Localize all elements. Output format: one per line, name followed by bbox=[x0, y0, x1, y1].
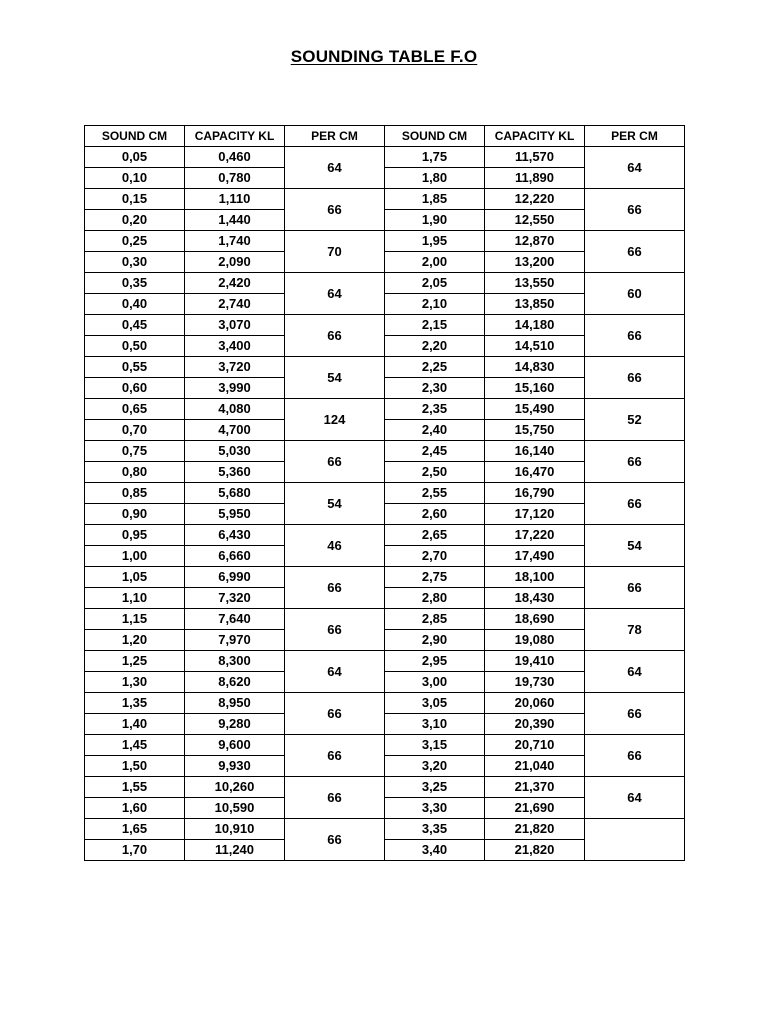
sound-cm-cell: 3,10 bbox=[385, 714, 485, 735]
sound-cm-cell: 1,25 bbox=[85, 651, 185, 672]
capacity-kl-cell: 9,280 bbox=[185, 714, 285, 735]
capacity-kl-cell: 17,120 bbox=[485, 504, 585, 525]
table-row bbox=[85, 609, 685, 630]
sound-cm-cell: 0,60 bbox=[85, 378, 185, 399]
sound-cm-cell: 3,35 bbox=[385, 819, 485, 840]
per-cm-cell: 66 bbox=[585, 231, 685, 273]
capacity-kl-cell: 8,950 bbox=[185, 693, 285, 714]
sound-cm-cell: 0,65 bbox=[85, 399, 185, 420]
per-cm-cell: 54 bbox=[585, 525, 685, 567]
per-cm-cell: 66 bbox=[285, 735, 385, 777]
per-cm-cell: 70 bbox=[285, 231, 385, 273]
capacity-kl-cell: 1,110 bbox=[185, 189, 285, 210]
per-cm-cell: 66 bbox=[285, 819, 385, 861]
capacity-kl-cell: 20,060 bbox=[485, 693, 585, 714]
table-row bbox=[85, 441, 685, 462]
sound-cm-cell: 1,15 bbox=[85, 609, 185, 630]
capacity-kl-cell: 7,640 bbox=[185, 609, 285, 630]
header-sound-cm-left: SOUND CM bbox=[85, 126, 185, 147]
sound-cm-cell: 2,90 bbox=[385, 630, 485, 651]
capacity-kl-cell: 21,690 bbox=[485, 798, 585, 819]
per-cm-cell: 66 bbox=[585, 483, 685, 525]
capacity-kl-cell: 18,690 bbox=[485, 609, 585, 630]
table-row bbox=[85, 357, 685, 378]
per-cm-cell: 66 bbox=[585, 567, 685, 609]
capacity-kl-cell: 11,240 bbox=[185, 840, 285, 861]
sound-cm-cell: 2,20 bbox=[385, 336, 485, 357]
table-row bbox=[85, 231, 685, 252]
capacity-kl-cell: 21,370 bbox=[485, 777, 585, 798]
sound-cm-cell: 3,05 bbox=[385, 693, 485, 714]
sounding-table bbox=[84, 125, 685, 861]
sound-cm-cell: 3,20 bbox=[385, 756, 485, 777]
capacity-kl-cell: 15,490 bbox=[485, 399, 585, 420]
per-cm-cell: 66 bbox=[285, 777, 385, 819]
per-cm-cell: 54 bbox=[285, 483, 385, 525]
sound-cm-cell: 2,75 bbox=[385, 567, 485, 588]
sound-cm-cell: 0,15 bbox=[85, 189, 185, 210]
per-cm-cell: 66 bbox=[585, 189, 685, 231]
sound-cm-cell: 2,85 bbox=[385, 609, 485, 630]
capacity-kl-cell: 17,490 bbox=[485, 546, 585, 567]
sound-cm-cell: 0,35 bbox=[85, 273, 185, 294]
capacity-kl-cell: 18,430 bbox=[485, 588, 585, 609]
per-cm-cell: 66 bbox=[285, 693, 385, 735]
per-cm-cell: 64 bbox=[585, 777, 685, 819]
per-cm-cell: 60 bbox=[585, 273, 685, 315]
table-row bbox=[85, 189, 685, 210]
per-cm-cell: 66 bbox=[585, 315, 685, 357]
per-cm-cell: 66 bbox=[285, 567, 385, 609]
header-capacity-kl-right: CAPACITY KL bbox=[485, 126, 585, 147]
sound-cm-cell: 0,45 bbox=[85, 315, 185, 336]
table-row bbox=[85, 399, 685, 420]
capacity-kl-cell: 11,570 bbox=[485, 147, 585, 168]
sound-cm-cell: 1,30 bbox=[85, 672, 185, 693]
table-row bbox=[85, 735, 685, 756]
sound-cm-cell: 2,35 bbox=[385, 399, 485, 420]
capacity-kl-cell: 14,510 bbox=[485, 336, 585, 357]
capacity-kl-cell: 2,090 bbox=[185, 252, 285, 273]
sound-cm-cell: 3,30 bbox=[385, 798, 485, 819]
capacity-kl-cell: 6,430 bbox=[185, 525, 285, 546]
sound-cm-cell: 1,40 bbox=[85, 714, 185, 735]
capacity-kl-cell: 11,890 bbox=[485, 168, 585, 189]
per-cm-cell: 64 bbox=[285, 147, 385, 189]
sound-cm-cell: 1,90 bbox=[385, 210, 485, 231]
sound-cm-cell: 1,85 bbox=[385, 189, 485, 210]
table-row bbox=[85, 483, 685, 504]
sound-cm-cell: 2,10 bbox=[385, 294, 485, 315]
capacity-kl-cell: 8,620 bbox=[185, 672, 285, 693]
sound-cm-cell: 1,05 bbox=[85, 567, 185, 588]
per-cm-cell: 66 bbox=[285, 189, 385, 231]
sound-cm-cell: 0,10 bbox=[85, 168, 185, 189]
capacity-kl-cell: 15,160 bbox=[485, 378, 585, 399]
per-cm-cell: 66 bbox=[285, 441, 385, 483]
capacity-kl-cell: 2,420 bbox=[185, 273, 285, 294]
table-row bbox=[85, 273, 685, 294]
sound-cm-cell: 2,40 bbox=[385, 420, 485, 441]
capacity-kl-cell: 19,410 bbox=[485, 651, 585, 672]
table-row bbox=[85, 315, 685, 336]
capacity-kl-cell: 2,740 bbox=[185, 294, 285, 315]
sound-cm-cell: 0,70 bbox=[85, 420, 185, 441]
sound-cm-cell: 1,75 bbox=[385, 147, 485, 168]
capacity-kl-cell: 4,700 bbox=[185, 420, 285, 441]
per-cm-cell: 78 bbox=[585, 609, 685, 651]
sound-cm-cell: 1,65 bbox=[85, 819, 185, 840]
sound-cm-cell: 3,00 bbox=[385, 672, 485, 693]
sound-cm-cell: 3,15 bbox=[385, 735, 485, 756]
sound-cm-cell: 1,70 bbox=[85, 840, 185, 861]
capacity-kl-cell: 1,740 bbox=[185, 231, 285, 252]
per-cm-cell: 64 bbox=[585, 147, 685, 189]
capacity-kl-cell: 17,220 bbox=[485, 525, 585, 546]
per-cm-cell: 64 bbox=[285, 273, 385, 315]
capacity-kl-cell: 21,820 bbox=[485, 819, 585, 840]
capacity-kl-cell: 13,200 bbox=[485, 252, 585, 273]
capacity-kl-cell: 16,140 bbox=[485, 441, 585, 462]
sound-cm-cell: 0,25 bbox=[85, 231, 185, 252]
sound-cm-cell: 1,10 bbox=[85, 588, 185, 609]
capacity-kl-cell: 9,930 bbox=[185, 756, 285, 777]
capacity-kl-cell: 13,550 bbox=[485, 273, 585, 294]
sound-cm-cell: 1,00 bbox=[85, 546, 185, 567]
sound-cm-cell: 2,95 bbox=[385, 651, 485, 672]
sound-cm-cell: 0,50 bbox=[85, 336, 185, 357]
capacity-kl-cell: 6,660 bbox=[185, 546, 285, 567]
per-cm-cell: 66 bbox=[585, 357, 685, 399]
sound-cm-cell: 0,20 bbox=[85, 210, 185, 231]
table-body bbox=[85, 147, 685, 861]
table-header-row bbox=[85, 126, 685, 147]
sound-cm-cell: 0,85 bbox=[85, 483, 185, 504]
capacity-kl-cell: 21,040 bbox=[485, 756, 585, 777]
per-cm-cell bbox=[585, 819, 685, 861]
per-cm-cell: 64 bbox=[285, 651, 385, 693]
capacity-kl-cell: 7,320 bbox=[185, 588, 285, 609]
sound-cm-cell: 3,25 bbox=[385, 777, 485, 798]
capacity-kl-cell: 12,220 bbox=[485, 189, 585, 210]
sound-cm-cell: 1,50 bbox=[85, 756, 185, 777]
capacity-kl-cell: 12,550 bbox=[485, 210, 585, 231]
capacity-kl-cell: 14,180 bbox=[485, 315, 585, 336]
sound-cm-cell: 0,40 bbox=[85, 294, 185, 315]
sound-cm-cell: 1,20 bbox=[85, 630, 185, 651]
sound-cm-cell: 2,00 bbox=[385, 252, 485, 273]
sound-cm-cell: 2,05 bbox=[385, 273, 485, 294]
table-row bbox=[85, 567, 685, 588]
capacity-kl-cell: 0,780 bbox=[185, 168, 285, 189]
capacity-kl-cell: 5,950 bbox=[185, 504, 285, 525]
table-row bbox=[85, 777, 685, 798]
per-cm-cell: 66 bbox=[285, 609, 385, 651]
per-cm-cell: 66 bbox=[585, 441, 685, 483]
sound-cm-cell: 2,65 bbox=[385, 525, 485, 546]
capacity-kl-cell: 3,070 bbox=[185, 315, 285, 336]
sound-cm-cell: 1,60 bbox=[85, 798, 185, 819]
sound-cm-cell: 0,75 bbox=[85, 441, 185, 462]
sound-cm-cell: 2,15 bbox=[385, 315, 485, 336]
capacity-kl-cell: 21,820 bbox=[485, 840, 585, 861]
sound-cm-cell: 1,35 bbox=[85, 693, 185, 714]
sound-cm-cell: 2,30 bbox=[385, 378, 485, 399]
per-cm-cell: 46 bbox=[285, 525, 385, 567]
capacity-kl-cell: 1,440 bbox=[185, 210, 285, 231]
sound-cm-cell: 3,40 bbox=[385, 840, 485, 861]
sound-cm-cell: 0,95 bbox=[85, 525, 185, 546]
sound-cm-cell: 2,70 bbox=[385, 546, 485, 567]
sound-cm-cell: 1,55 bbox=[85, 777, 185, 798]
table-row bbox=[85, 525, 685, 546]
per-cm-cell: 66 bbox=[585, 735, 685, 777]
capacity-kl-cell: 16,470 bbox=[485, 462, 585, 483]
header-sound-cm-right: SOUND CM bbox=[385, 126, 485, 147]
capacity-kl-cell: 16,790 bbox=[485, 483, 585, 504]
capacity-kl-cell: 3,990 bbox=[185, 378, 285, 399]
header-per-cm-right: PER CM bbox=[585, 126, 685, 147]
sound-cm-cell: 0,90 bbox=[85, 504, 185, 525]
page-title: SOUNDING TABLE F.O bbox=[290, 47, 478, 66]
per-cm-cell: 52 bbox=[585, 399, 685, 441]
per-cm-cell: 124 bbox=[285, 399, 385, 441]
capacity-kl-cell: 19,080 bbox=[485, 630, 585, 651]
capacity-kl-cell: 7,970 bbox=[185, 630, 285, 651]
sound-cm-cell: 2,80 bbox=[385, 588, 485, 609]
header-capacity-kl-left: CAPACITY KL bbox=[185, 126, 285, 147]
table-row bbox=[85, 693, 685, 714]
sound-cm-cell: 0,55 bbox=[85, 357, 185, 378]
sound-cm-cell: 2,50 bbox=[385, 462, 485, 483]
table-row bbox=[85, 147, 685, 168]
capacity-kl-cell: 5,680 bbox=[185, 483, 285, 504]
sound-cm-cell: 0,80 bbox=[85, 462, 185, 483]
sound-cm-cell: 1,80 bbox=[385, 168, 485, 189]
sound-cm-cell: 2,45 bbox=[385, 441, 485, 462]
capacity-kl-cell: 0,460 bbox=[185, 147, 285, 168]
sound-cm-cell: 0,30 bbox=[85, 252, 185, 273]
per-cm-cell: 54 bbox=[285, 357, 385, 399]
capacity-kl-cell: 10,910 bbox=[185, 819, 285, 840]
capacity-kl-cell: 3,400 bbox=[185, 336, 285, 357]
sound-cm-cell: 1,45 bbox=[85, 735, 185, 756]
capacity-kl-cell: 15,750 bbox=[485, 420, 585, 441]
capacity-kl-cell: 3,720 bbox=[185, 357, 285, 378]
table-row bbox=[85, 819, 685, 840]
capacity-kl-cell: 5,030 bbox=[185, 441, 285, 462]
sound-cm-cell: 1,95 bbox=[385, 231, 485, 252]
capacity-kl-cell: 20,710 bbox=[485, 735, 585, 756]
capacity-kl-cell: 8,300 bbox=[185, 651, 285, 672]
capacity-kl-cell: 6,990 bbox=[185, 567, 285, 588]
capacity-kl-cell: 4,080 bbox=[185, 399, 285, 420]
per-cm-cell: 66 bbox=[585, 693, 685, 735]
sound-cm-cell: 2,25 bbox=[385, 357, 485, 378]
per-cm-cell: 66 bbox=[285, 315, 385, 357]
capacity-kl-cell: 13,850 bbox=[485, 294, 585, 315]
per-cm-cell: 64 bbox=[585, 651, 685, 693]
sound-cm-cell: 2,60 bbox=[385, 504, 485, 525]
capacity-kl-cell: 19,730 bbox=[485, 672, 585, 693]
capacity-kl-cell: 10,590 bbox=[185, 798, 285, 819]
capacity-kl-cell: 10,260 bbox=[185, 777, 285, 798]
capacity-kl-cell: 18,100 bbox=[485, 567, 585, 588]
capacity-kl-cell: 9,600 bbox=[185, 735, 285, 756]
capacity-kl-cell: 20,390 bbox=[485, 714, 585, 735]
capacity-kl-cell: 12,870 bbox=[485, 231, 585, 252]
capacity-kl-cell: 14,830 bbox=[485, 357, 585, 378]
sound-cm-cell: 2,55 bbox=[385, 483, 485, 504]
capacity-kl-cell: 5,360 bbox=[185, 462, 285, 483]
header-per-cm-left: PER CM bbox=[285, 126, 385, 147]
table-row bbox=[85, 651, 685, 672]
sound-cm-cell: 0,05 bbox=[85, 147, 185, 168]
